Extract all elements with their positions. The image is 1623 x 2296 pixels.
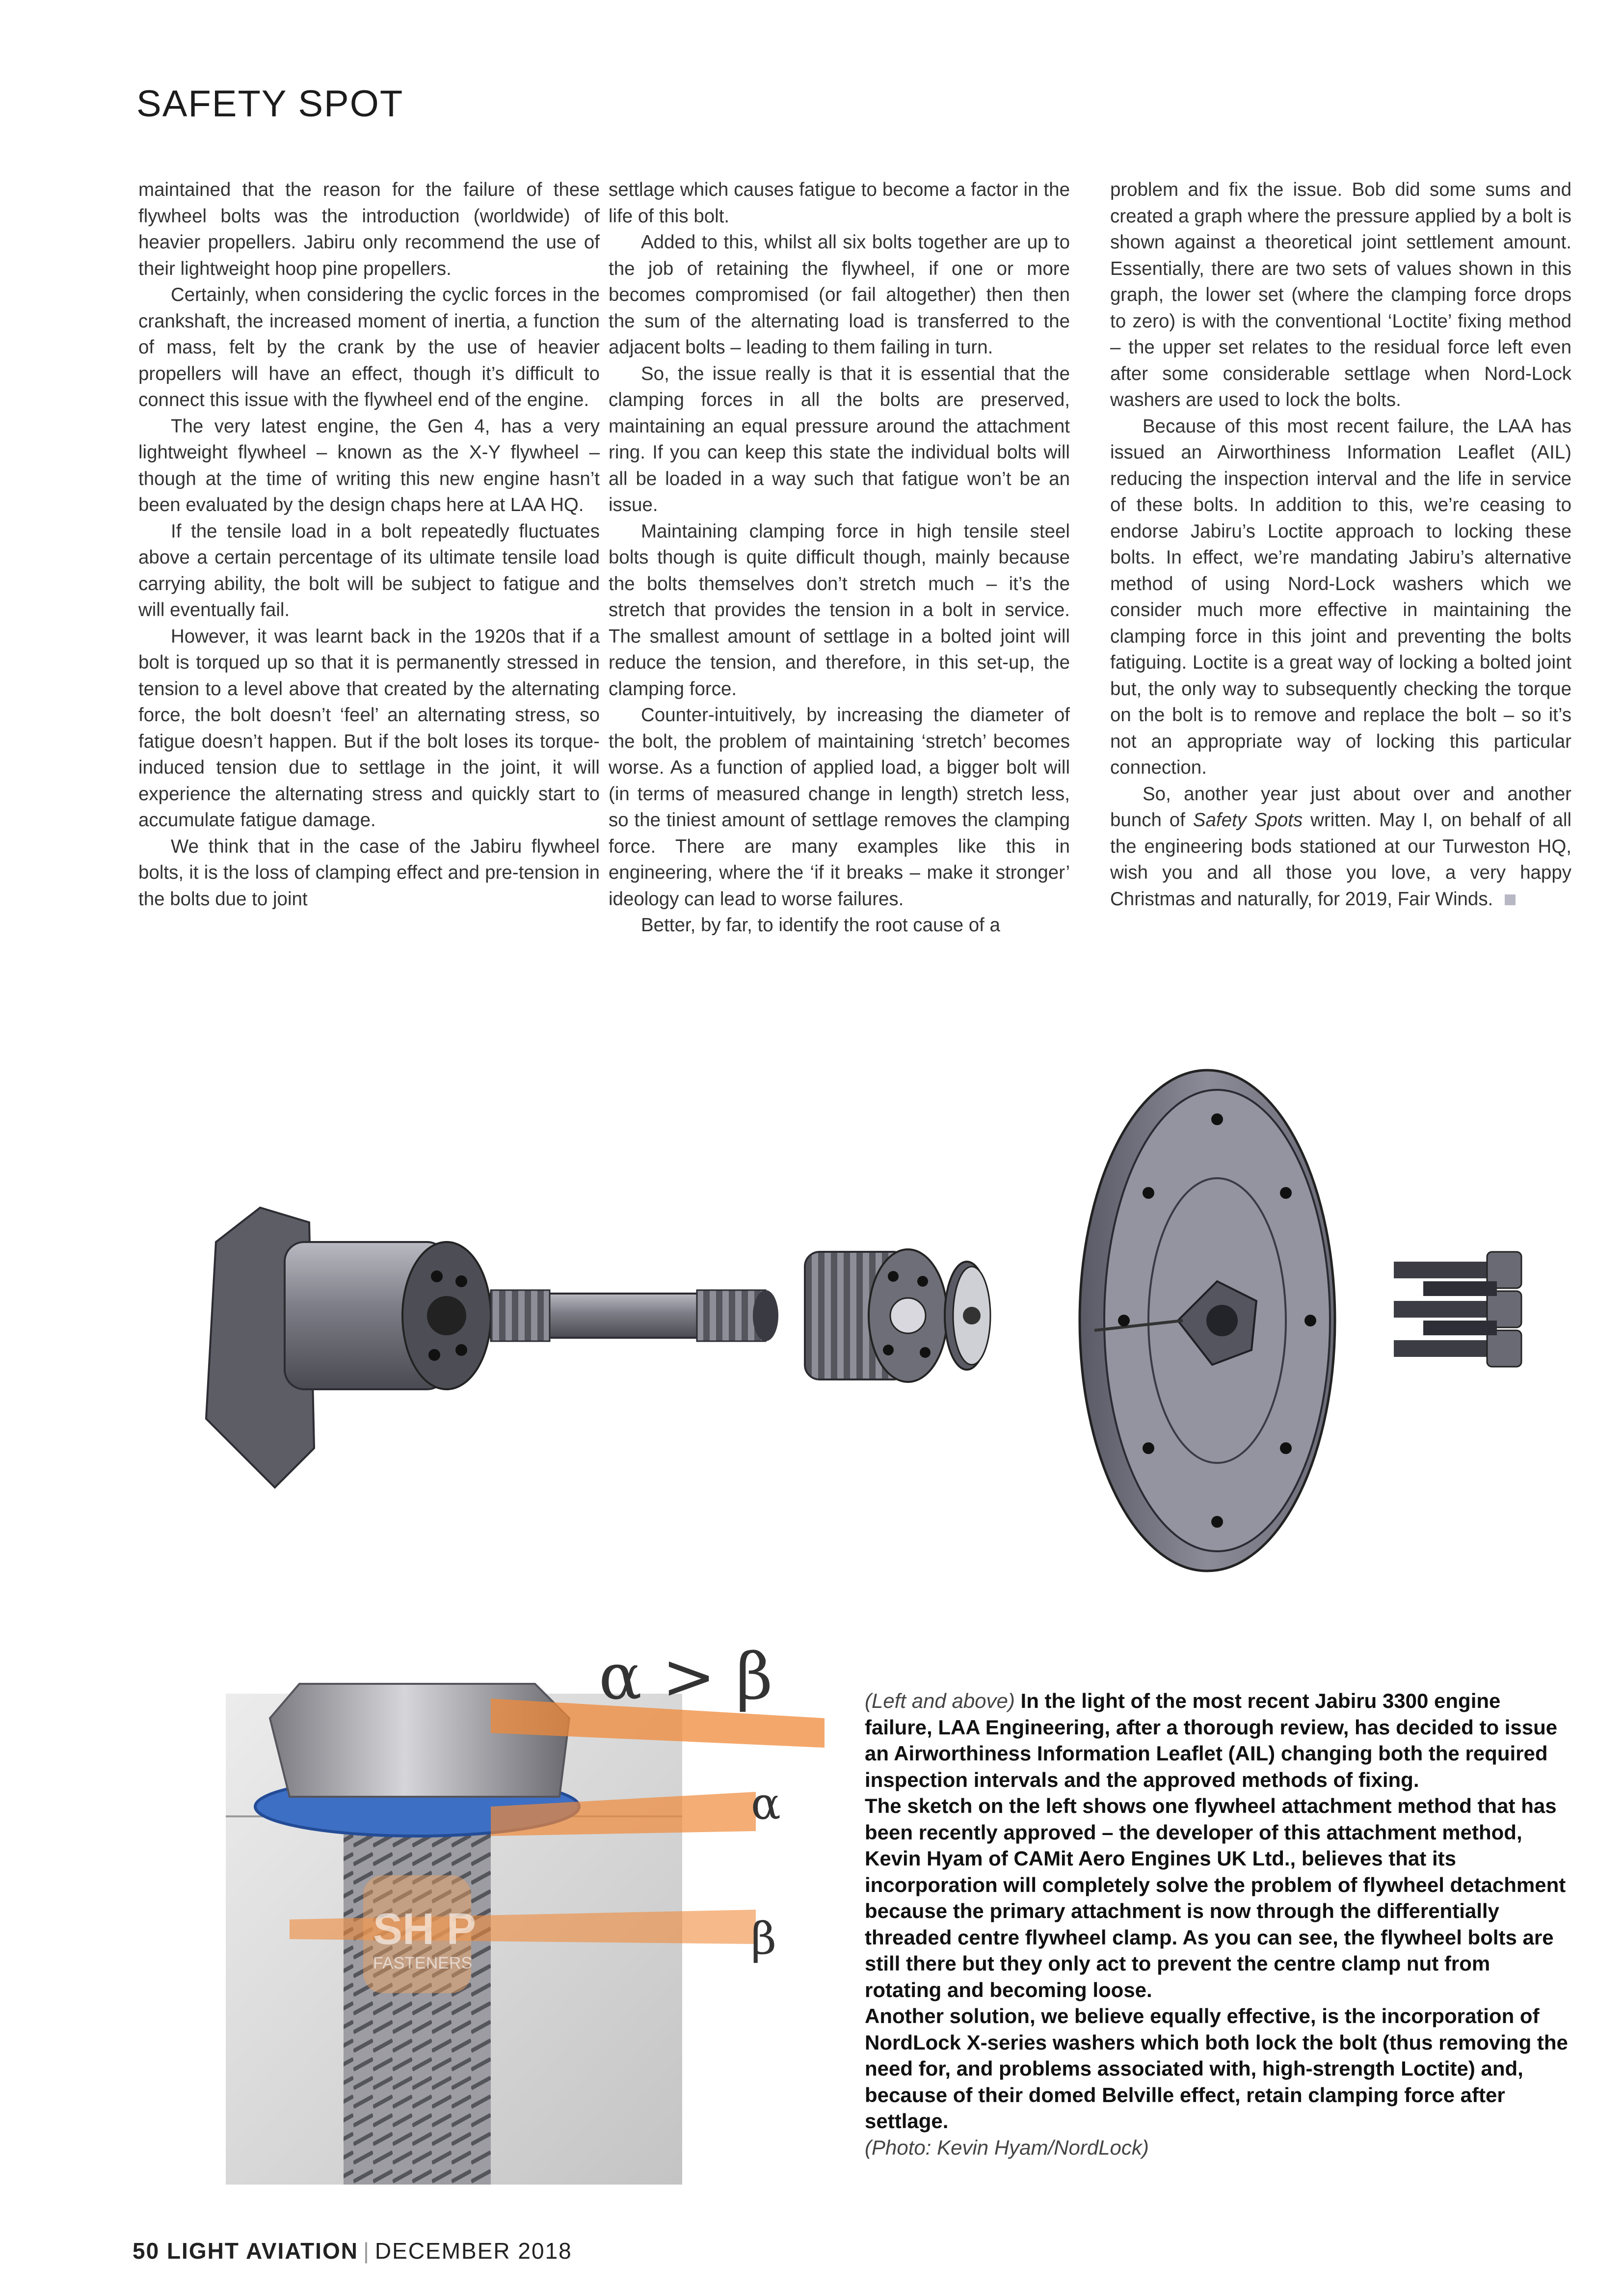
watermark-text: SH P — [373, 1905, 477, 1954]
photo-credit: (Photo: Kevin Hyam/NordLock) — [865, 2135, 1149, 2159]
paragraph: Because of this most recent failure, the LAA has issued an Airworthiness Information Leaflet (AIL) reducing the inspection interval and the life in service of these bolts. In addition to this, we’re ceasing to endorse Jabiru’s Loctite approach to locking these bolts. In effect, we’re mandating Jabiru’s alternative method of using Nord-Lock washers which we consider much more effective in maintaining the clamping force in this joint and preventing the bolts fatiguing. Loctite is a great way of locking a bolted joint but, the only way to subsequently checking the torque on the bolt is to remove and replace the bolt – so it’s not an appropriate way of locking this particular connection. — [1110, 415, 1571, 778]
caption-paragraph: Another solution, we believe equally effective, is the incorporation of NordLock X-series washers which both lock the bolt (thus removing the need for, and problems associated with, high-strength Loctite) and, because of their domed Belville effect, retain clamping force after settlage. — [865, 2004, 1568, 2133]
watermark-text: FASTENERS — [373, 1954, 473, 1972]
flywheel-plate — [1080, 1070, 1335, 1571]
article-column-2 — [609, 177, 1070, 939]
paragraph: settlage which causes fatigue to become a factor in the life of this bolt. — [609, 179, 1070, 227]
alpha-label: α — [751, 1778, 781, 1830]
paragraph: Counter-intuitively, by increasing the diameter of the bolt, the problem of maintaining ‘stretch’ becomes worse. As a function of applied load, a bigger bolt will (in terms of measured change in length) stretch less, so the tiniest amount of settlage removes the clamping force. There are many examples like this in engineering, where the ‘if it breaks – make it stronger’ ideology can lead to worse failures. — [609, 704, 1070, 910]
caption-text: In the light of the most recent Jabiru 3300 engine failure, LAA Engineering, after a thorough review, has decided to issue an Airworthiness Information Leaflet (AIL) changing both the required inspection intervals and the approved methods of fixing. — [865, 1689, 1558, 1791]
article-column-3 — [1110, 177, 1571, 912]
bolt-cutaway-illustration — [216, 1645, 825, 2189]
paragraph: maintained that the reason for the failure of these flywheel bolts was the introduction (worldwide) of heavier propellers. Jabiru only recommend the use of their lightweight hoop pine propellers. — [138, 179, 600, 279]
threaded-shaft — [491, 1290, 778, 1341]
caption-paragraph — [865, 1688, 1571, 1793]
page-footer — [133, 2238, 572, 2264]
magazine-name: LIGHT AVIATION — [166, 2238, 358, 2264]
end-mark-icon — [1505, 894, 1516, 905]
footer-separator: | — [363, 2238, 370, 2264]
issue-date: DECEMBER 2018 — [374, 2238, 572, 2264]
paragraph: problem and fix the issue. Bob did some sums and created a graph where the pressure applied by a bolt is shown against a theoretical joint settlement amount. Essentially, there are two sets of values shown in this graph, the lower set (where the clamping force drops to zero) is with the conventional ‘Loctite’ fixing method – the upper set relates to the residual force left even after some considerable settlage when Nord-Lock washers are used to lock the bolts. — [1110, 179, 1571, 410]
paragraph: The very latest engine, the Gen 4, has a very lightweight flywheel – known as the X-Y flywheel – though at the time of writing this new engine hasn’t been evaluated by the design chaps here at LAA HQ. — [138, 415, 600, 515]
paragraph: Better, by far, to identify the root cause of a — [641, 915, 1000, 936]
text-run: written. May I, on behalf of all the engineering bods stationed at our Turweston HQ, wish you and all those you love, a very happy Christmas and naturally, for 2019, Fair Winds. — [1110, 810, 1571, 910]
paragraph: So, the issue really is that it is essential that the clamping forces in all the bolts are preserved, maintaining an equal pressure around the attachment ring. If you can keep this state the individual bolts will all be loaded in a way such that fatigue won’t be an issue. — [609, 363, 1070, 515]
paragraph: We think that in the case of the Jabiru flywheel bolts, it is the loss of clamping effect and pre-tension in the bolts due to joint — [138, 836, 600, 910]
paragraph — [1110, 781, 1571, 913]
alpha-greater-than-beta-label: α > β — [599, 1645, 773, 1714]
page-number: 50 — [133, 2238, 160, 2264]
caption-paragraph: The sketch on the left shows one flywheel attachment method that has been recently approved – the developer of this attachment method, Kevin Hyam of CAMit Aero Engines UK Ltd., believes that its incorporation will completely solve the problem of flywheel detachment because the primary attachment is now through the differentially threaded centre flywheel clamp. As you can see, the flywheel bolts are still there but they only act to prevent the centre clamp nut from rotating and becoming loose. — [865, 1794, 1566, 2001]
paragraph: Added to this, whilst all six bolts together are up to the job of retaining the flywheel, if one or more becomes compromised (or fail altogether) then then the sum of the alternating load is transferred to the adjacent bolts – leading to them failing in turn. — [609, 232, 1070, 358]
italic-title: Safety Spots — [1193, 810, 1303, 831]
beta-label: β — [751, 1913, 777, 1965]
figure-caption — [865, 1688, 1571, 2161]
flywheel-bolts — [1394, 1252, 1521, 1367]
paragraph: Maintaining clamping force in high tensile steel bolts though is quite difficult though, mainly because the bolts themselves don’t stretch much – it’s the stretch that provides the tension in a bolt in service. The smallest amount of settlage in a bolted joint will reduce the tension, and therefore, in this set-up, the clamping force. — [609, 520, 1070, 700]
clamp-washer — [945, 1262, 990, 1370]
article-column-1 — [138, 177, 600, 912]
paragraph: However, it was learnt back in the 1920s that if a bolt is torqued up so that it is permanently stressed in tension to a level above that created by the alternating force, the bolt doesn’t ‘feel’ an alternating stress, so fatigue doesn’t happen. But if the bolt loses its torque-induced tension due to settlage in the joint, it will experience the alternating stress and quickly start to accumulate fatigue damage. — [138, 625, 600, 831]
crank-flange — [206, 1208, 491, 1487]
paragraph: If the tensile load in a bolt repeatedly fluctuates above a certain percentage of its ultimate tensile load carrying ability, the bolt will be subject to fatigue and will eventually fail. — [138, 520, 600, 621]
paragraph: Certainly, when considering the cyclic forces in the crankshaft, the increased moment of inertia, a function of mass, felt by the crank by the use of heavier propellers will have an effect, though it’s difficult to connect this issue with the flywheel end of the engine. — [138, 284, 600, 410]
flywheel-assembly-illustration — [186, 1046, 1561, 1625]
ring-gear-hub — [805, 1249, 947, 1382]
text-run: So, another year just about over and another bunch of — [1110, 783, 1571, 831]
caption-lead: (Left and above) — [865, 1689, 1015, 1712]
section-title: SAFETY SPOT — [136, 83, 404, 125]
